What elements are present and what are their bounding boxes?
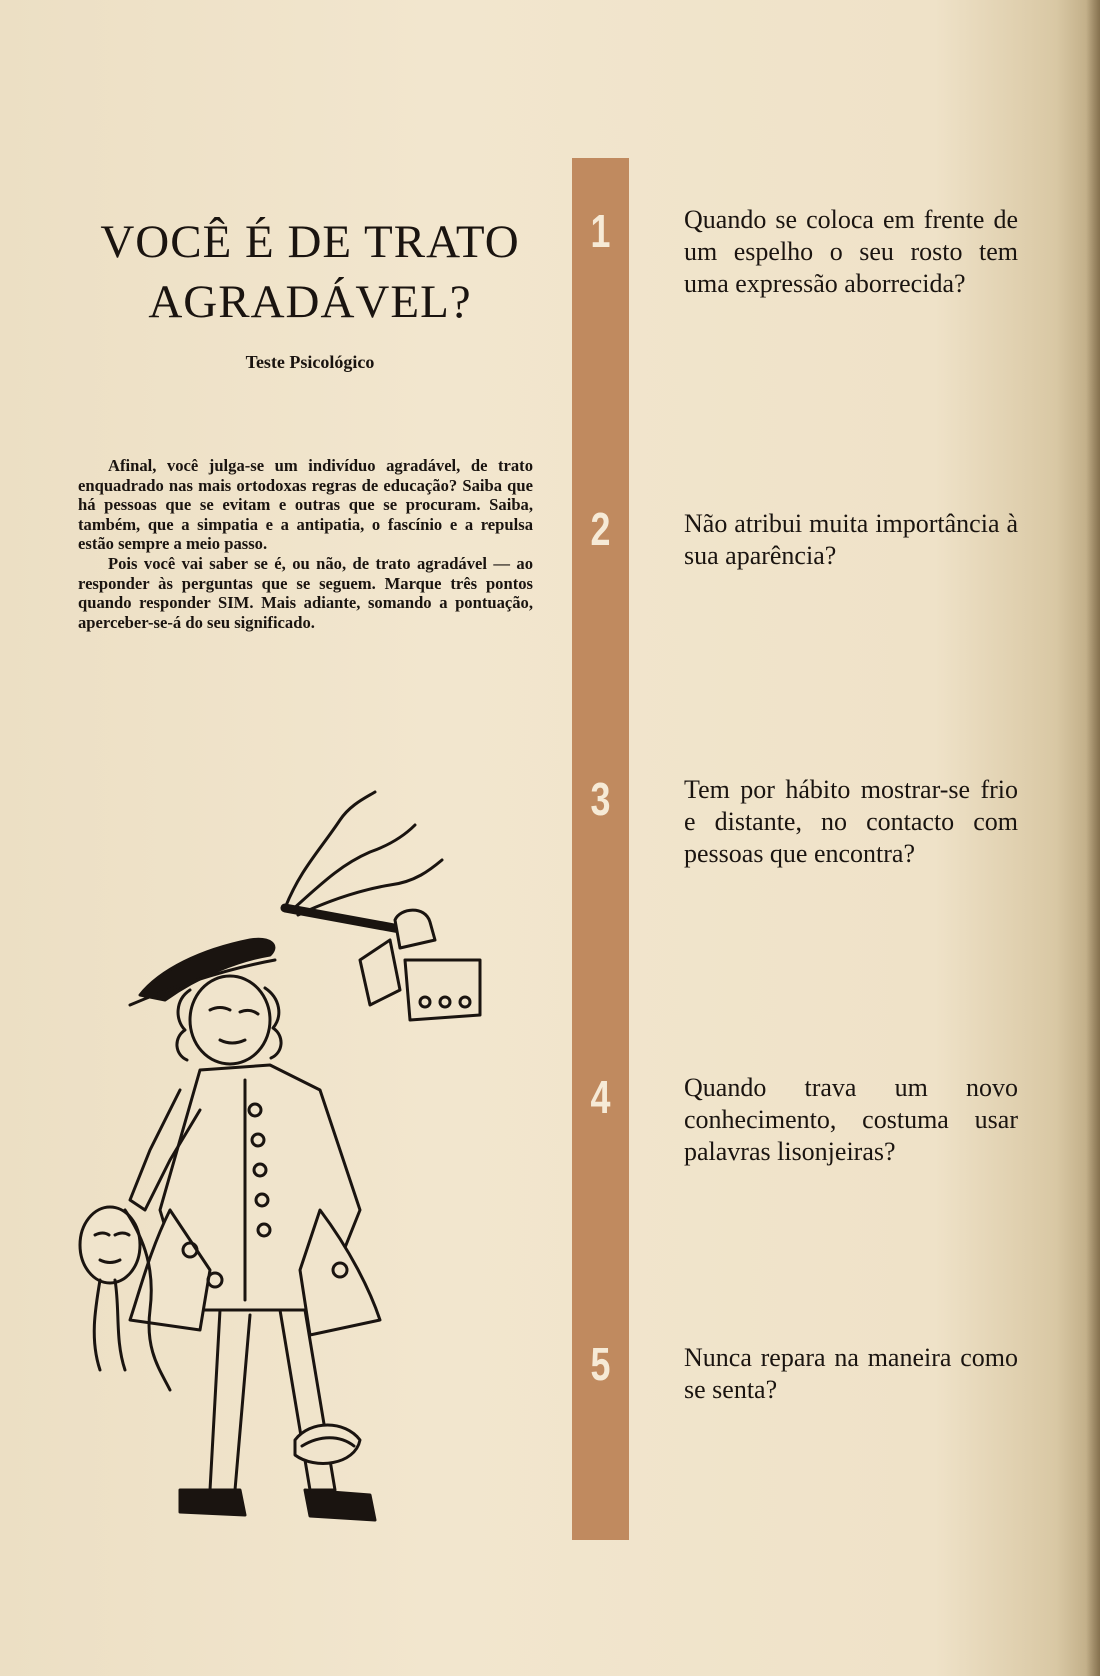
intro-paragraph-1: Afinal, você julga-se um indivíduo agradável, de trato enquadrado nas mais ortodoxas regras de educação? Saiba que há pessoas que se evitam e outras que se procuram. Saiba, também, que a simpatia e a antipatia, o fascínio e a repulsa estão sempre a meio passo. — [78, 456, 533, 554]
question-number-4: 4 — [590, 1071, 611, 1123]
gentleman-with-whip-icon — [70, 790, 510, 1590]
gentleman-illustration — [70, 790, 510, 1590]
page-spine-shadow — [1086, 0, 1100, 1676]
question-text-5: Nunca repara na maneira como se senta? — [684, 1343, 1018, 1404]
question-number-2: 2 — [590, 503, 611, 555]
question-text-4: Quando trava um novo conhecimento, costuma usar palavras lisonjeiras? — [684, 1073, 1018, 1166]
question-number-5: 5 — [590, 1338, 611, 1390]
intro-text — [78, 456, 533, 632]
title-line-1: VOCÊ É DE TRATO — [100, 216, 520, 268]
question-number-3: 3 — [590, 773, 611, 825]
question-number-1: 1 — [590, 205, 611, 257]
title-line-2: AGRADÁVEL? — [148, 276, 472, 328]
question-text-2: Não atribui muita importância à sua aparência? — [684, 509, 1018, 570]
question-text-3: Tem por hábito mostrar-se frio e distante, no contacto com pessoas que encontra? — [684, 775, 1018, 868]
intro-paragraph-2: Pois você vai saber se é, ou não, de trato agradável — ao responder às perguntas que se seguem. Marque três pontos quando responder SIM. Mais adiante, somando a pontuação, aperceber-se-á do seu significado. — [78, 553, 533, 632]
question-text-1: Quando se coloca em frente de um espelho o seu rosto tem uma expressão aborrecida? — [684, 205, 1018, 298]
article-title — [80, 212, 540, 332]
question-number-bar — [572, 158, 629, 1540]
article-subtitle: Teste Psicológico — [245, 352, 375, 372]
